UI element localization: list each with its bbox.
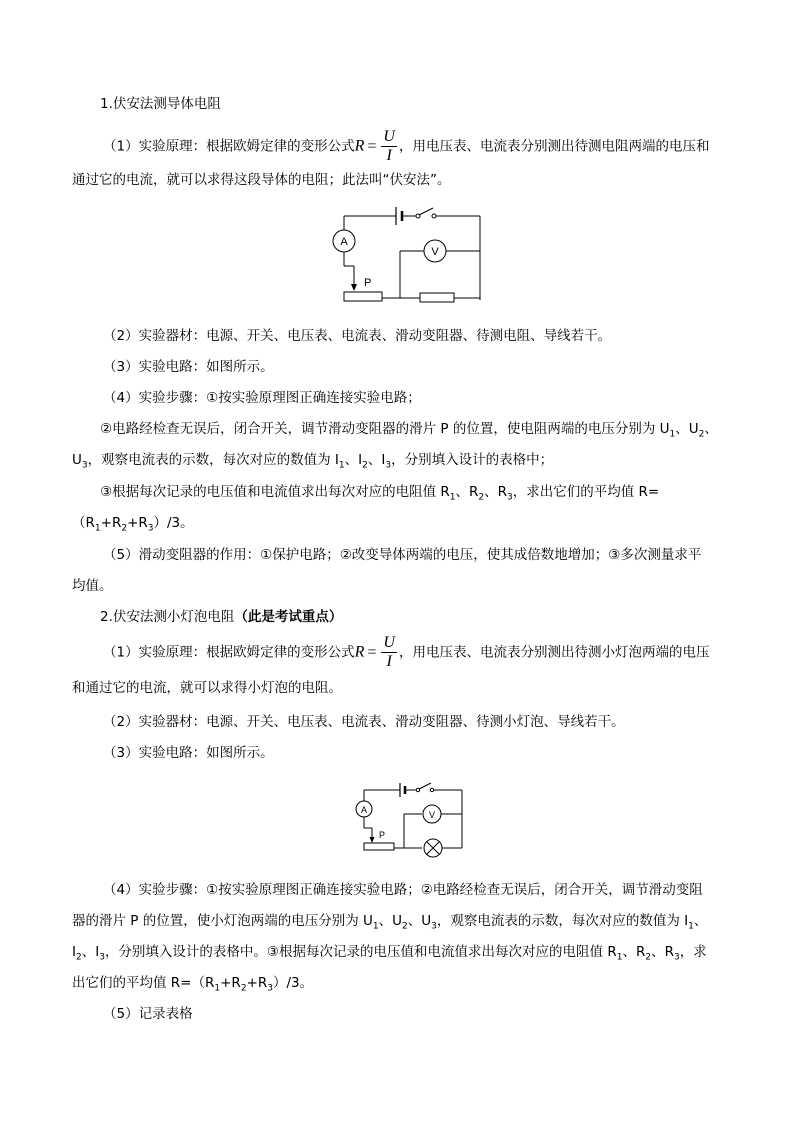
r: R bbox=[231, 975, 241, 991]
voltmeter-label-2: V bbox=[428, 810, 436, 820]
s1-step3-line1 bbox=[100, 482, 659, 508]
s1-rheostat-line1: （5）滑动变阻器的作用：①保护电路；②改变导体两端的电压，使其成倍数地增加；③多次测量求平 bbox=[103, 547, 702, 563]
sep: 、 bbox=[704, 421, 718, 437]
sub-2: 2 bbox=[75, 952, 82, 963]
circuit-diagram-1 bbox=[330, 200, 490, 310]
r: R bbox=[257, 975, 268, 991]
sep: 、 bbox=[81, 944, 96, 960]
u: U bbox=[72, 452, 82, 468]
sub-3: 3 bbox=[507, 492, 513, 503]
formula-r: R bbox=[354, 137, 365, 155]
s2-principle-text-a: （1）实验原理：根据欧姆定律的变形公式 bbox=[103, 644, 355, 661]
sub-3: 3 bbox=[267, 983, 273, 994]
sub-2: 2 bbox=[240, 983, 247, 994]
r: R bbox=[635, 944, 646, 960]
s2-steps-line1: （4）实验步骤：①按实验原理图正确连接实验电路；②电路经检查无误后，闭合开关，调节滑动变阻 bbox=[103, 882, 703, 898]
sep: 、 bbox=[407, 913, 422, 929]
sep: 、 bbox=[693, 913, 708, 929]
sub-1: 1 bbox=[94, 523, 101, 534]
plus: + bbox=[220, 975, 232, 991]
s2-steps-text-b2: ，观察电流表的示数，每次对应的数值为 I bbox=[436, 913, 689, 929]
s2-steps-line4 bbox=[72, 973, 313, 999]
formula-r: R bbox=[354, 643, 365, 661]
section-2-title-emphasis: （此是考试重点） bbox=[234, 609, 343, 625]
formula-fraction bbox=[381, 634, 397, 671]
r: R bbox=[497, 484, 508, 500]
s2-principle-text-b: ，用电压表、电流表分别测出待测小灯泡两端的电压 bbox=[398, 644, 710, 661]
s2-steps-text-c3: ，求 bbox=[679, 944, 707, 960]
ammeter-label-2: A bbox=[360, 805, 368, 815]
s2-steps-text-d2: ）/3。 bbox=[272, 975, 314, 991]
s2-steps-text-d1: 出它们的平均值 R=（R bbox=[72, 975, 215, 991]
s1-principle-text-a: （1）实验原理：根据欧姆定律的变形公式 bbox=[103, 138, 355, 155]
s1-rheostat-line2: 均值。 bbox=[72, 578, 113, 594]
s1-step2-text-a: ②电路经检查无误后，闭合开关，调节滑动变阻器的滑片 P 的位置，使电阻两端的电压分别为 U bbox=[100, 421, 670, 437]
formula-eq: = bbox=[367, 137, 377, 155]
s1-principle-line2: 通过它的电流，就可以求得这段导体的电阻；此法叫“伏安法”。 bbox=[72, 172, 451, 188]
i: I bbox=[95, 944, 100, 960]
circuit-diagram-2 bbox=[352, 776, 472, 858]
sub-2: 2 bbox=[402, 921, 408, 932]
u: U bbox=[421, 913, 432, 929]
slider-label-2: P bbox=[379, 830, 386, 840]
s1-step2-line2 bbox=[72, 450, 553, 476]
sub-1: 1 bbox=[669, 429, 676, 440]
sep: 、 bbox=[675, 421, 689, 437]
s1-step3-text-b: ，求出它们的平均值 R= bbox=[512, 484, 660, 500]
formula-numerator: U bbox=[383, 634, 395, 651]
formula-denominator: I bbox=[386, 653, 392, 670]
s1-step3-line2 bbox=[72, 513, 194, 539]
sep: 、 bbox=[455, 484, 470, 500]
s1-step2-text-d: ，分别填入设计的表格中； bbox=[391, 452, 554, 468]
formula-eq: = bbox=[367, 643, 377, 661]
s1-equipment: （2）实验器材：电源、开关、电压表、电流表、滑动变阻器、待测电阻、导线若干。 bbox=[103, 328, 612, 344]
sep: 、 bbox=[344, 452, 359, 468]
s1-circuit-note: （3）实验电路：如图所示。 bbox=[103, 359, 274, 375]
s2-record-table: （5）记录表格 bbox=[103, 1006, 193, 1022]
sub-2: 2 bbox=[698, 429, 705, 440]
sub-2: 2 bbox=[362, 460, 368, 471]
slider-arrow-2 bbox=[370, 837, 375, 843]
sub-1: 1 bbox=[372, 921, 379, 932]
sep: 、 bbox=[484, 484, 498, 500]
s2-steps-line2 bbox=[72, 911, 707, 937]
section-2-title bbox=[100, 607, 342, 627]
s2-principle-line1 bbox=[103, 634, 709, 668]
ammeter-label: A bbox=[340, 236, 348, 248]
s1-step3-text-c: （R bbox=[72, 515, 95, 531]
sub-3: 3 bbox=[431, 921, 437, 932]
s2-steps-text-c2: ，分别填入设计的表格中。③根据每次记录的电压值和电流值求出每次对应的电阻值 R bbox=[104, 944, 617, 960]
i: I bbox=[381, 452, 386, 468]
r: R bbox=[664, 944, 674, 960]
sep: 、 bbox=[651, 944, 665, 960]
slider-label: P bbox=[364, 277, 372, 289]
sub-3: 3 bbox=[81, 460, 88, 471]
u: U bbox=[688, 421, 699, 437]
r: R bbox=[469, 484, 479, 500]
sub-1: 1 bbox=[338, 460, 345, 471]
section-1-title: 1.伏安法测导体电阻 bbox=[100, 96, 221, 112]
plus: + bbox=[246, 975, 258, 991]
section-2-title-text: 2.伏安法测小灯泡电阻 bbox=[100, 609, 235, 625]
sub-1: 1 bbox=[616, 952, 623, 963]
r: R bbox=[138, 515, 148, 531]
s2-steps-text-b1: 器的滑片 P 的位置，使小灯泡两端的电压分别为 U bbox=[72, 913, 373, 929]
s1-step2-line1 bbox=[100, 419, 718, 445]
r: R bbox=[111, 515, 122, 531]
s1-step3-text-d: ）/3。 bbox=[153, 515, 194, 531]
sub-1: 1 bbox=[214, 983, 221, 994]
i: I bbox=[72, 944, 76, 960]
formula-numerator: U bbox=[383, 128, 395, 145]
sub-1: 1 bbox=[449, 492, 456, 503]
sub-3: 3 bbox=[385, 460, 392, 471]
s1-principle-line1 bbox=[103, 128, 709, 162]
s1-principle-text-b: ，用电压表、电流表分别测出待测电阻两端的电压和 bbox=[398, 138, 710, 155]
i: I bbox=[358, 452, 363, 468]
s1-step3-text-a: ③根据每次记录的电压值和电流值求出每次对应的电阻值 R bbox=[100, 484, 450, 500]
u: U bbox=[392, 913, 403, 929]
s1-step2-text-c: ，观察电流表的示数，每次对应的数值为 I bbox=[87, 452, 339, 468]
sub-3: 3 bbox=[147, 523, 154, 534]
s2-circuit-note: （3）实验电路：如图所示。 bbox=[103, 745, 274, 761]
slider-arrow bbox=[351, 284, 357, 291]
s2-equipment: （2）实验器材：电源、开关、电压表、电流表、滑动变阻器、待测小灯泡、导线若干。 bbox=[103, 714, 625, 730]
sub-3: 3 bbox=[673, 952, 680, 963]
plus: + bbox=[127, 515, 139, 531]
sep: 、 bbox=[622, 944, 636, 960]
sep: 、 bbox=[378, 913, 393, 929]
s2-principle-line2: 和通过它的电流，就可以求得小灯泡的电阻。 bbox=[72, 680, 342, 696]
formula-fraction bbox=[381, 128, 397, 165]
formula-denominator: I bbox=[386, 147, 392, 164]
voltmeter-label: V bbox=[431, 246, 439, 258]
s2-steps-line3 bbox=[72, 942, 707, 968]
sub-2: 2 bbox=[121, 523, 128, 534]
sep: 、 bbox=[367, 452, 382, 468]
sub-2: 2 bbox=[645, 952, 652, 963]
sub-2: 2 bbox=[478, 492, 485, 503]
s1-steps: （4）实验步骤：①按实验原理图正确连接实验电路； bbox=[103, 390, 421, 406]
sub-1: 1 bbox=[688, 921, 694, 932]
plus: + bbox=[100, 515, 112, 531]
sub-3: 3 bbox=[99, 952, 105, 963]
